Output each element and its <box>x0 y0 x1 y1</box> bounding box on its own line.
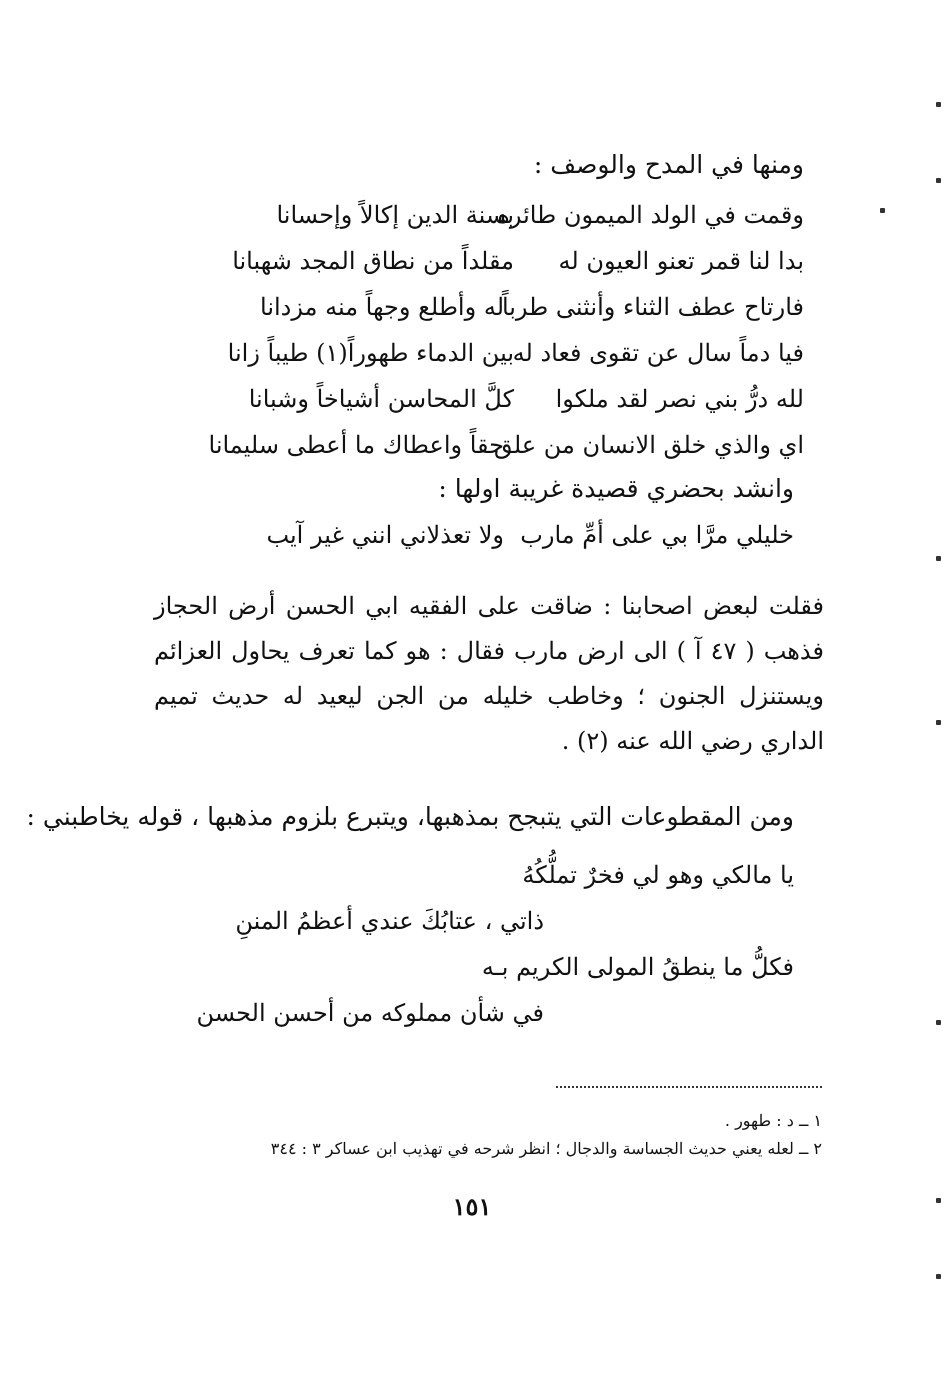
verse-2-1-left: ولا تعذلاني انني غير آيب <box>266 521 504 549</box>
margin-mark <box>936 1020 941 1025</box>
verse-2-left: مقلداً من نطاق المجد شهبانا <box>232 247 514 275</box>
margin-mark <box>936 1198 941 1203</box>
poem3-line-3: فكلُّ ما ينطقُ المولى الكريم بـه <box>481 953 794 981</box>
poem3-line-2: ذاتي ، عتابُكَ عندي أعظمُ المننِ <box>235 907 544 935</box>
intro-line-2: وانشد بحضري قصيدة غريبة اولها : <box>438 474 794 503</box>
footnote-1: ١ ــ د : طهور . <box>724 1111 822 1130</box>
verse-2-1-right: خليلي مرَّا بي على أمِّ مارب <box>520 521 794 549</box>
verse-3-left: له وأطلع وجهاً منه مزدانا <box>260 293 504 321</box>
verse-5-left: كلَّ المحاسن أشياخاً وشبانا <box>248 385 514 413</box>
verse-6-left: حقاً واعطاك ما أعطى سليمانا <box>208 431 504 459</box>
verse-1-left: بسنة الدين إكالاً وإحسانا <box>276 201 514 229</box>
verse-6-right: اي والذي خلق الانسان من علق <box>493 431 804 459</box>
verse-4-right: فيا دماً سال عن تقوى فعاد له <box>512 339 804 367</box>
verse-1-right: وقمت في الولد الميمون طائره <box>497 201 804 229</box>
verse-5-right: لله درُّ بني نصر لقد ملكوا <box>555 385 804 413</box>
intro-line-3: ومن المقطوعات التي يتبجح بمذهبها، ويتبرع بلزوم مذهبها ، قوله يخاطبني : <box>26 802 794 831</box>
page-number: ١٥١ <box>452 1192 492 1221</box>
prose-paragraph: فقلت لبعض اصحابنا : ضاقت على الفقيه ابي الحسن أرض الحجاز فذهب ( ٤٧ آ ) الى ارض مارب فقال : هو كما تعرف يحاول العزائم ويستنزل الجنون ؛ وخاطب خليله من الجن ليعيد له حديث تميم الداري رضي الله عنه (٢) . <box>154 592 824 755</box>
footnote-divider <box>556 1086 822 1088</box>
margin-mark <box>936 178 941 183</box>
verse-3-right: فارتاح عطف الثناء وأنثنى طرباً <box>501 293 804 321</box>
margin-mark <box>880 208 885 213</box>
footnote-2: ٢ ــ لعله يعني حديث الجساسة والدجال ؛ انظر شرحه في تهذيب ابن عساكر ٣ : ٣٤٤ <box>270 1139 822 1158</box>
verse-4-left: بين الدماء طهوراً(١) طيباً زانا <box>227 339 514 367</box>
poem3-line-4: في شأن مملوكه من أحسن الحسن <box>196 999 544 1027</box>
margin-mark <box>936 720 941 725</box>
margin-mark <box>936 102 941 107</box>
poem3-line-1: يا مالكي وهو لي فخرٌ تملُّكُهُ <box>522 861 794 889</box>
margin-mark <box>936 556 941 561</box>
margin-mark <box>936 1274 941 1279</box>
verse-2-right: بدا لنا قمر تعنو العيون له <box>558 247 804 275</box>
section-heading: ومنها في المدح والوصف : <box>533 150 804 179</box>
